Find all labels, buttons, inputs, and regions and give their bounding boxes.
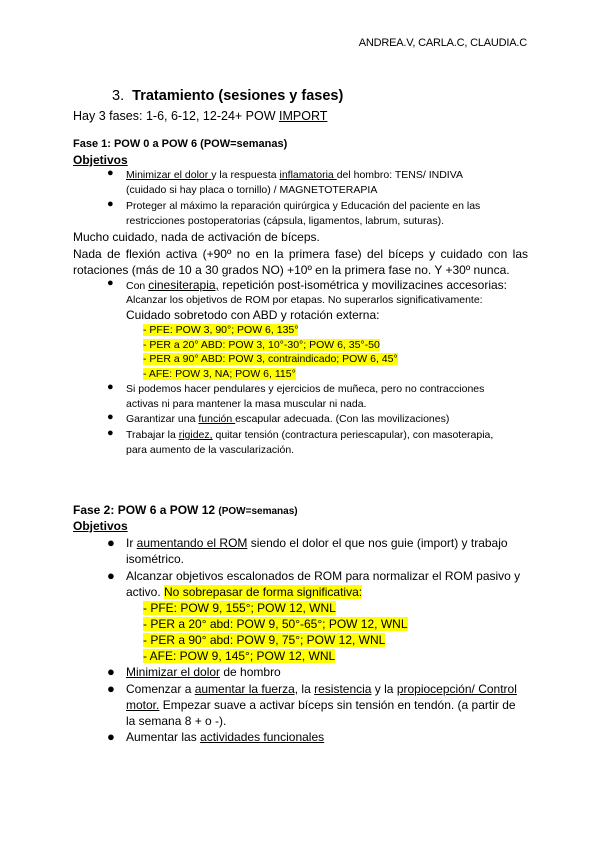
fase1-bullet5: Garantizar una función escapular adecuada. (Con las movilizaciones) <box>126 413 450 425</box>
fase1-bullet4-line2: activas ni para mantener la masa muscular ni nada. <box>126 398 367 410</box>
fase2-heading: Fase 2: POW 6 a POW 12 (POW=semanas) <box>73 503 298 517</box>
fase1-rom-item: - PER a 20° ABD: POW 3, 10°-30°; POW 6, 35°-50 <box>143 339 380 351</box>
section-title <box>112 88 343 104</box>
fase2-bullet4-line2: motor. Empezar suave a activar bíceps sin tensión en tendón. (a partir de <box>126 698 516 712</box>
fase2-rom-item: - PER a 20° abd: POW 9, 50°-65°; POW 12, WNL <box>143 617 408 631</box>
fase1-paragraph1: Mucho cuidado, nada de activación de bíceps. <box>73 230 320 244</box>
bullet-dot: ● <box>107 381 114 393</box>
intro-text: Hay 3 fases: 1-6, 6-12, 12-24+ POW <box>73 109 279 123</box>
fase2-bullet1-line2: isométrico. <box>126 552 185 566</box>
fase1-objetivos: Objetivos <box>73 153 128 167</box>
fase1-bullet4-line1: Si podemos hacer pendulares y ejercicios de muñeca, pero no contracciones <box>126 383 485 395</box>
bullet-dot: ● <box>107 681 115 696</box>
bullet-dot: ● <box>107 535 115 550</box>
section-title-text: Tratamiento (sesiones y fases) <box>132 88 344 104</box>
fase2-bullet2-line1: Alcanzar objetivos escalonados de ROM para normalizar el ROM pasivo y <box>126 569 521 583</box>
fase1-bullet6-line1: Trabajar la rigidez, quitar tensión (contractura periescapular), con masoterapia, <box>126 429 494 441</box>
bullet-dot: ● <box>107 729 115 744</box>
fase1-rom-item: - AFE: POW 3, NA; POW 6, 115° <box>143 368 296 380</box>
fase1-bullet3-line2: Alcanzar los objetivos de ROM por etapas. No superarlos significativamente: <box>126 294 483 306</box>
fase1-bullet3-line1: Con cinesiterapia, repetición post-isométrica y movilizacines accesorias: <box>126 278 508 292</box>
fase2-rom-item: - PFE: POW 9, 155°; POW 12, WNL <box>143 601 336 615</box>
authors-header: ANDREA.V, CARLA.C, CLAUDIA.C <box>358 37 527 49</box>
fase1-bullet3-line3: Cuidado sobretodo con ABD y rotación externa: <box>126 308 380 322</box>
bullet-dot: ● <box>107 427 114 439</box>
section-intro <box>73 109 327 123</box>
section-number: 3. <box>112 88 125 104</box>
bullet-dot: ● <box>107 411 114 423</box>
bullet-dot: ● <box>107 198 114 210</box>
fase2-bullet4-line1: Comenzar a aumentar la fuerza, la resistencia y la propiocepción/ Control <box>126 682 517 696</box>
fase1-bullet1-line2: (cuidado si hay placa o tornillo) / MAGNETOTERAPIA <box>126 184 378 196</box>
fase2-bullet1-line1: Ir aumentando el ROM siendo el dolor el que nos guie (import) y trabajo <box>126 536 508 550</box>
fase2-rom-item: - AFE: POW 9, 145°; POW 12, WNL <box>143 649 336 663</box>
fase1-paragraph2: Nada de flexión activa (+90º no en la primera fase) del bíceps y cuidado con las rotaciones (más de 10 a 30 grados NO) +10º en la primera fase no. Y +30º nunca. <box>73 247 528 277</box>
bullet-dot: ● <box>107 568 115 583</box>
fase1-bullet2-line2: restricciones postoperatorias (cápsula, ligamentos, labrum, suturas). <box>126 215 445 227</box>
fase1-bullet2-line1: Proteger al máximo la reparación quirúrgica y Educación del paciente en las <box>126 200 481 212</box>
fase1-heading: Fase 1: POW 0 a POW 6 (POW=semanas) <box>73 138 288 150</box>
fase1-rom-item: - PFE: POW 3, 90°; POW 6, 135° <box>143 324 299 336</box>
fase2-bullet5: Aumentar las actividades funcionales <box>126 730 325 744</box>
fase1-rom-item: - PER a 90° ABD: POW 3, contraindicado; POW 6, 45° <box>143 353 398 365</box>
bullet-dot: ● <box>107 277 114 289</box>
bullet-dot: ● <box>107 664 115 679</box>
intro-link: IMPORT <box>279 109 328 123</box>
fase1-bullet6-line2: para aumento de la vascularización. <box>126 444 295 456</box>
fase2-bullet4-line3: la semana 8 + o -). <box>126 714 227 728</box>
fase2-bullet2-line2: activo. No sobrepasar de forma significativa: <box>126 585 363 599</box>
fase2-objetivos: Objetivos <box>73 519 128 533</box>
fase1-bullet1-line1: Minimizar el dolor y la respuesta inflamatoria del hombro: TENS/ INDIVA <box>126 169 463 181</box>
fase2-bullet3: Minimizar el dolor de hombro <box>126 665 281 679</box>
fase2-rom-item: - PER a 90° abd: POW 9, 75°; POW 12, WNL <box>143 633 386 647</box>
bullet-dot: ● <box>107 167 114 179</box>
